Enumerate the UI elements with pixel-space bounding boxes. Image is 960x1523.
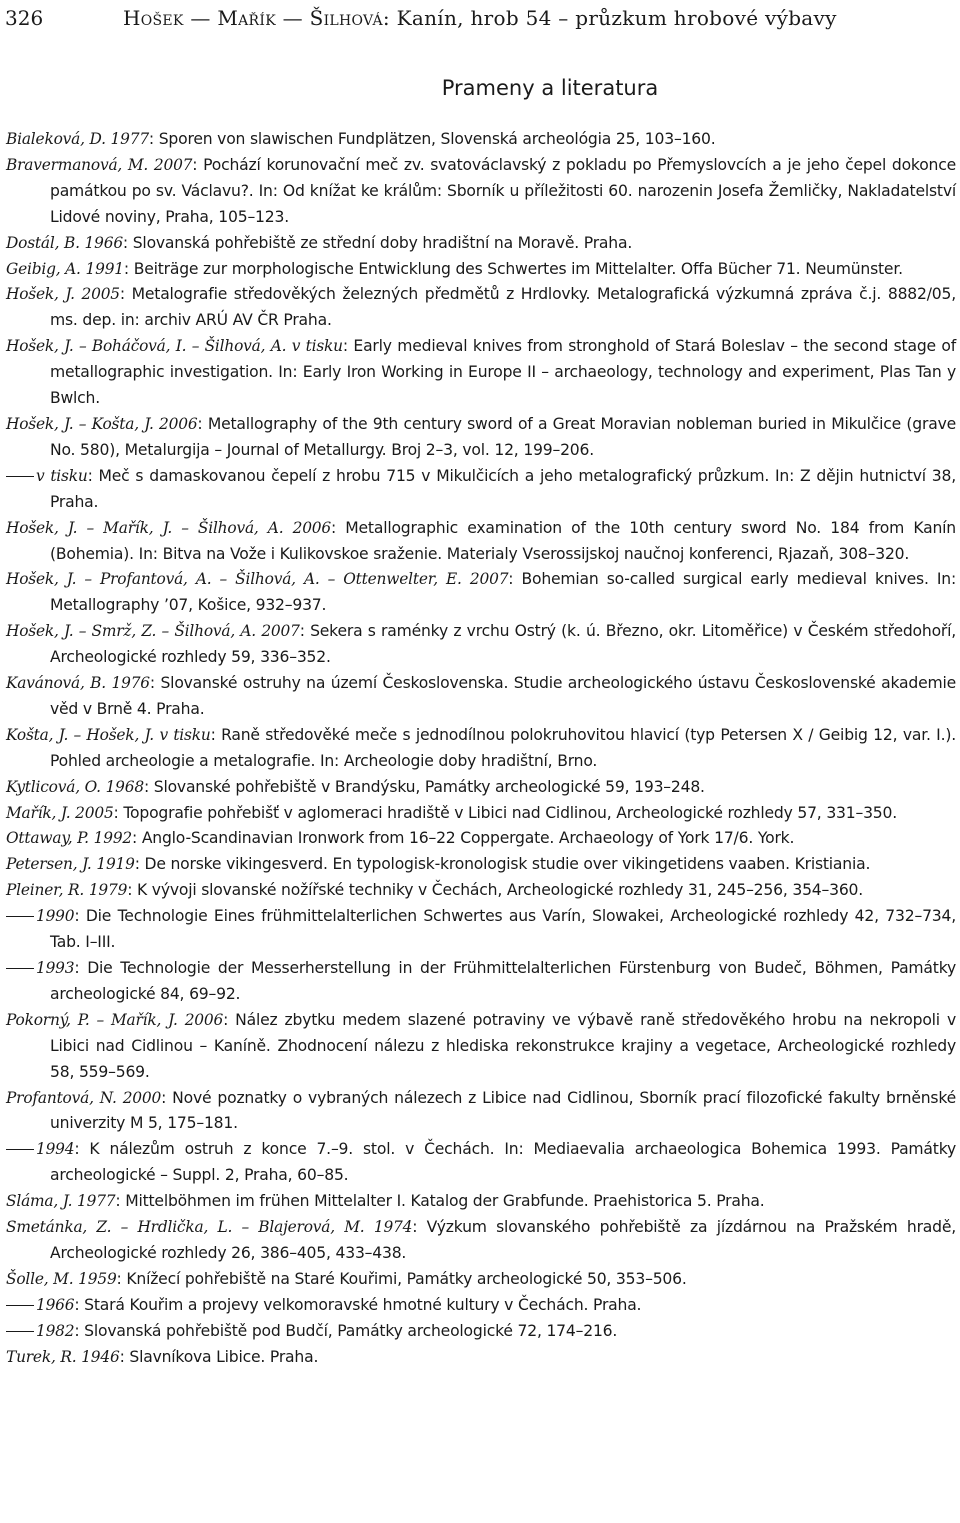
reference-text: : Bohemian so-called surgical early medieval knives. In: Metallography ’07, Košice, 932–937. — [50, 570, 956, 615]
reference-entry — [6, 127, 956, 153]
reference-entry — [6, 153, 956, 231]
reference-author: Kavánová, B. — [6, 674, 106, 693]
reference-author: Hošek, J. – Košta, J. — [6, 414, 154, 433]
reference-text: : Metalografie středověkých železných předmětů z Hrdlovky. Metalografická výzkumná zpráva č.j. 8882/05, ms. dep. in: archiv ARÚ AV ČR Praha. — [50, 285, 956, 330]
reference-text: : Slavníkova Libice. Praha. — [119, 1347, 319, 1366]
reference-year: 2007 — [153, 155, 193, 174]
reference-author: Hošek, J. – Smrž, Z. – Šilhová, A. — [6, 622, 256, 641]
reference-entry — [6, 1319, 956, 1345]
reference-author: Hošek, J. – Boháčová, I. – Šilhová, A. — [6, 337, 287, 356]
ditto-dash — [6, 1319, 36, 1345]
reference-year: 2007 — [469, 570, 509, 589]
reference-year: 1991 — [85, 259, 124, 278]
reference-text: : Raně středověké meče s jednodílnou polokruhovitou hlavicí (typ Petersen X / Geibig 12, var. I.). Pohled archeologie a metalografie. In: Archeologie doby hradištní, Brno. — [50, 725, 956, 770]
reference-year: 1993 — [36, 959, 75, 977]
reference-entry — [6, 1008, 956, 1086]
reference-year: 1966 — [84, 233, 123, 252]
reference-year: 1919 — [96, 855, 135, 874]
reference-text: : Slovanské ostruhy na území Československa. Studie archeologického ústavu Československé akademie věd v Brně 4. Praha. — [50, 674, 956, 718]
reference-year: 1966 — [36, 1295, 75, 1314]
reference-author: Bravermanová, M. — [6, 155, 149, 174]
reference-entry — [6, 801, 956, 827]
reference-text: : Metallographic examination of the 10th century sword No. 184 from Kanín (Bohemia). In: Bitva na Vože i Kulikovskoe sraženie. Materialy Vserossijskoj naučnoj konferenci, Rjazaň, 308–320. — [50, 518, 956, 563]
reference-year: v tisku — [291, 337, 343, 356]
reference-author: Šolle, M. — [6, 1269, 74, 1288]
reference-author: Ottaway, P. — [6, 829, 89, 848]
reference-text: : Anglo-Scandinavian Ironwork from 16–22 Coppergate. Archaeology of York 17/6. York. — [132, 829, 795, 848]
reference-text: : Slovanská pohřebiště pod Budčí, Památky archeologické 72, 174–216. — [74, 1321, 618, 1340]
reference-text: : Metallography of the 9th century sword of a Great Moravian nobleman buried in Mikulčice (grave No. 580), Metalurgija – Journal of Metallurgy. Broj 2–3, vol. 12, 199–206. — [50, 414, 956, 459]
reference-entry — [6, 852, 956, 878]
reference-author: Petersen, J. — [6, 855, 92, 874]
reference-entry — [6, 904, 956, 956]
reference-year: 2006 — [184, 1010, 224, 1029]
ditto-dash — [6, 1137, 36, 1163]
reference-entry — [6, 567, 956, 619]
reference-entry — [6, 464, 956, 516]
reference-year: v tisku — [36, 466, 88, 485]
running-title: Hošek — Mařík — Šilhová: Kanín, hrob 54 – průzkum hrobové výbavy — [123, 6, 837, 30]
reference-author: Hošek, J. – Profantová, A. – Šilhová, A. – Ottenwelter, E. — [6, 570, 462, 589]
reference-entry — [6, 1086, 956, 1138]
reference-year: 1976 — [111, 674, 150, 693]
reference-author: Hošek, J. – Mařík, J. – Šilhová, A. — [6, 518, 284, 537]
reference-year: 1979 — [88, 881, 128, 900]
reference-year: 1968 — [105, 777, 144, 796]
reference-year: 2006 — [159, 414, 198, 433]
reference-text: : Meč s damaskovanou čepelí z hrobu 715 v Mikulčicích a jeho metalografický průzkum. In: Z dějin hutnictví 38, Praha. — [50, 466, 956, 511]
reference-text: : Mittelböhmen im frühen Mittelalter I. Katalog der Grabfunde. Praehistorica 5. Praha. — [115, 1192, 765, 1211]
reference-text: : Early medieval knives from stronghold of Stará Boleslav – the second stage of metallographic investigation. In: Early Iron Working in Europe II – archaeology, technology and experiment, Plas Tan y Bwlch. — [50, 337, 956, 408]
reference-entry — [6, 334, 956, 412]
header-title: Kanín, hrob 54 – průzkum hrobové výbavy — [396, 6, 837, 30]
header-author: Hošek — [123, 6, 184, 30]
reference-text: : K nálezům ostruh z konce 7.–9. stol. v Čechách. In: Mediaevalia archaeologica Bohemica 1993. Památky archeologické – Suppl. 2, Praha, 60–85. — [50, 1140, 956, 1185]
reference-author: Dostál, B. — [6, 233, 80, 252]
reference-year: 1959 — [78, 1269, 117, 1288]
reference-entry — [6, 619, 956, 671]
reference-year: 2005 — [81, 285, 120, 304]
reference-author: Pokorný, P. – Mařík, J. — [6, 1010, 178, 1029]
reference-text: : K vývoji slovanské nožířské techniky v Čechách, Archeologické rozhledy 31, 245–256, 354–360. — [127, 881, 864, 900]
reference-year: 1946 — [81, 1347, 120, 1366]
reference-text: : Knížecí pohřebiště na Staré Kouřimi, Památky archeologické 50, 353–506. — [116, 1269, 687, 1288]
reference-text: : Topografie pohřebišť v aglomeraci hradiště v Libici nad Cidlinou, Archeologické rozhledy 57, 331–350. — [113, 803, 898, 822]
header-author: Mařík — [217, 6, 276, 30]
reference-text: : Die Technologie Eines frühmittelalterlichen Schwertes aus Varín, Slowakei, Archeologické rozhledy 42, 732–734, Tab. I–III. — [50, 907, 956, 952]
reference-year: 2007 — [261, 622, 300, 641]
reference-entry — [6, 956, 956, 1008]
section-title: Prameny a literatura — [441, 76, 659, 100]
reference-text: : Pochází korunovační meč zv. svatováclavský z pokladu po Přemyslovcích a je jeho čepel dokonce památkou po sv. Václavu?. In: Od knížat ke králům: Sborník u příležitosti 60. narozenin Josefa Žemličky, Nakladatelství Lidové noviny, Praha, 105–123. — [50, 155, 956, 226]
reference-year: 1977 — [110, 130, 149, 148]
reference-author: Pleiner, R. — [6, 881, 85, 900]
reference-year: 2005 — [75, 803, 114, 822]
header-author: Šilhová — [309, 6, 383, 30]
header-separator: — — [183, 6, 218, 30]
reference-year: 1982 — [36, 1321, 75, 1340]
reference-entry — [6, 826, 956, 852]
reference-entry — [6, 516, 956, 568]
reference-entry — [6, 775, 956, 801]
running-header — [5, 3, 955, 37]
page-number: 326 — [5, 6, 44, 30]
ditto-dash — [6, 464, 36, 490]
reference-author: Hošek, J. — [6, 285, 75, 304]
reference-author: Košta, J. – Hošek, J. — [6, 725, 154, 744]
reference-text: : Sporen von slawischen Fundplätzen, Slovenská archeológia 25, 103–160. — [148, 130, 716, 148]
reference-author: Mařík, J. — [6, 803, 71, 822]
reference-year: 2006 — [292, 518, 331, 537]
reference-author: Kytlicová, O. — [6, 777, 101, 796]
reference-entry — [6, 723, 956, 775]
reference-author: Geibig, A. — [6, 259, 81, 278]
reference-year: 2000 — [122, 1088, 162, 1107]
reference-author: Smetánka, Z. – Hrdlička, L. – Blajerová, M. — [6, 1218, 365, 1237]
reference-entry — [6, 878, 956, 904]
reference-year: 1992 — [93, 829, 133, 848]
reference-entry — [6, 1267, 956, 1293]
reference-list — [6, 127, 956, 1371]
ditto-dash — [6, 1293, 36, 1319]
reference-entry — [6, 282, 956, 334]
reference-entry — [6, 231, 956, 257]
reference-text: : Slovanská pohřebiště ze střední doby hradištní na Moravě. Praha. — [122, 233, 633, 252]
reference-year: 1974 — [373, 1218, 413, 1237]
reference-text: : Slovanské pohřebiště v Brandýsku, Památky archeologické 59, 193–248. — [143, 777, 705, 796]
reference-text: : Sekera s raménky z vrchu Ostrý (k. ú. Březno, okr. Litoměřice) v Českém středohoří, Archeologické rozhledy 59, 336–352. — [50, 622, 957, 667]
reference-year: 1990 — [36, 907, 75, 926]
reference-author: Bialeková, D. — [6, 130, 106, 148]
reference-text: : Beiträge zur morphologische Entwicklung des Schwertes im Mittelalter. Offa Bücher 71. Neumünster. — [123, 259, 903, 278]
reference-year: 1994 — [36, 1140, 75, 1159]
ditto-dash — [6, 904, 36, 930]
reference-entry — [6, 1345, 956, 1371]
reference-entry — [6, 671, 956, 723]
reference-year: v tisku — [159, 725, 211, 744]
reference-entry — [6, 1189, 956, 1215]
reference-entry — [6, 1293, 956, 1319]
reference-author: Sláma, J. — [6, 1192, 73, 1211]
reference-author: Turek, R. — [6, 1347, 77, 1366]
reference-text: : De norske vikingesverd. En typologisk-kronologisk studie over vikingetidens vaaben. Kristiania. — [134, 855, 871, 874]
reference-entry — [6, 1215, 956, 1267]
header-separator: — — [275, 6, 310, 30]
reference-text: : Die Technologie der Messerherstellung in der Frühmittelalterlichen Fürstenburg von Budeč, Böhmen, Památky archeologické 84, 69–92. — [50, 959, 956, 1003]
reference-text: : Nové poznatky o vybraných nálezech z Libice nad Cidlinou, Sborník prací filozofické fakulty brněnské univerzity M 5, 175–181. — [50, 1088, 956, 1133]
reference-entry — [6, 412, 956, 464]
reference-author: Profantová, N. — [6, 1088, 117, 1107]
reference-text: : Výzkum slovanského pohřebiště za jízdárnou na Pražském hradě, Archeologické rozhledy 26, 386–405, 433–438. — [50, 1218, 956, 1262]
reference-entry — [6, 257, 956, 283]
ditto-dash — [6, 956, 36, 982]
reference-year: 1977 — [77, 1192, 116, 1211]
reference-entry — [6, 1137, 956, 1189]
reference-text: : Nález zbytku medem slazené potraviny ve výbavě raně středověkého hrobu na nekropoli v Libici nad Cidlinou – Kaníně. Zhodnocení nálezu z hlediska rekonstrukce krajiny a vegetace, Archeologické rozhledy 58, 559–569. — [50, 1010, 956, 1081]
reference-text: : Stará Kouřim a projevy velkomoravské hmotné kultury v Čechách. Praha. — [74, 1295, 642, 1314]
